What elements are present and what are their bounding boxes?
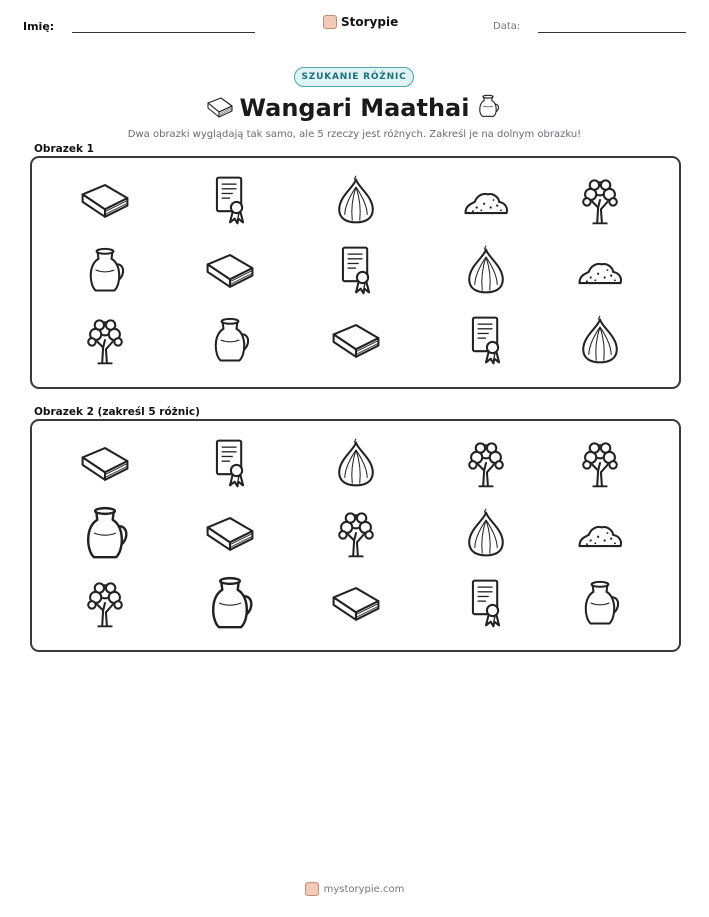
- footer: [0, 882, 709, 896]
- picture1-book-icon: [328, 312, 384, 368]
- picture1-certificate-icon: [458, 312, 514, 368]
- name-field[interactable]: [72, 32, 255, 33]
- picture1-tree-icon: [77, 312, 133, 368]
- picture2-label: Obrazek 2 (zakreśl 5 różnic): [34, 406, 200, 418]
- brand-name: Storypie: [341, 15, 399, 29]
- instructions-text: Dwa obrazki wyglądają tak samo, ale 5 rzeczy jest różnych. Zakreśl je na dolnym obrazku!: [127, 129, 582, 140]
- title-jug-icon: [474, 90, 502, 122]
- picture1-book-icon: [77, 172, 133, 228]
- picture2-book-icon[interactable]: [328, 575, 384, 631]
- picture2-book-icon[interactable]: [202, 505, 258, 561]
- picture2-certificate-icon[interactable]: [458, 575, 514, 631]
- date-label: Data:: [493, 21, 521, 32]
- picture2-tree-icon[interactable]: [458, 435, 514, 491]
- storypie-footer-logo-icon: [305, 882, 319, 896]
- picture1-soil-icon: [458, 172, 514, 228]
- picture2-panel[interactable]: [30, 419, 681, 652]
- footer-site[interactable]: mystorypie.com: [323, 883, 405, 895]
- picture2-jug-icon[interactable]: [72, 500, 138, 566]
- picture2-tree-icon[interactable]: [77, 575, 133, 631]
- picture1-jug-icon: [77, 242, 133, 298]
- picture2-fig-icon[interactable]: [328, 435, 384, 491]
- picture2-soil-icon[interactable]: [572, 505, 628, 561]
- picture2-jug-icon[interactable]: [572, 575, 628, 631]
- picture2-fig-icon[interactable]: [458, 505, 514, 561]
- picture1-soil-icon: [572, 242, 628, 298]
- picture2-book-icon[interactable]: [77, 435, 133, 491]
- picture1-fig-icon: [572, 312, 628, 368]
- picture2-tree-icon[interactable]: [572, 435, 628, 491]
- brand: [323, 15, 398, 29]
- picture1-tree-icon: [572, 172, 628, 228]
- picture1-certificate-icon: [328, 242, 384, 298]
- picture1-fig-icon: [328, 172, 384, 228]
- name-label: Imię:: [23, 20, 55, 33]
- picture1-certificate-icon: [202, 172, 258, 228]
- date-field[interactable]: [538, 32, 686, 33]
- activity-badge: SZUKANIE RÓŻNIC: [294, 67, 414, 87]
- picture2-certificate-icon[interactable]: [202, 435, 258, 491]
- picture1-jug-icon: [202, 312, 258, 368]
- page-title: Wangari Maathai: [239, 94, 470, 122]
- picture1-panel: [30, 156, 681, 389]
- picture1-book-icon: [202, 242, 258, 298]
- picture2-tree-icon[interactable]: [328, 505, 384, 561]
- storypie-logo-icon: [323, 15, 337, 29]
- picture1-label: Obrazek 1: [34, 143, 94, 155]
- picture1-fig-icon: [458, 242, 514, 298]
- picture2-jug-icon[interactable]: [197, 570, 263, 636]
